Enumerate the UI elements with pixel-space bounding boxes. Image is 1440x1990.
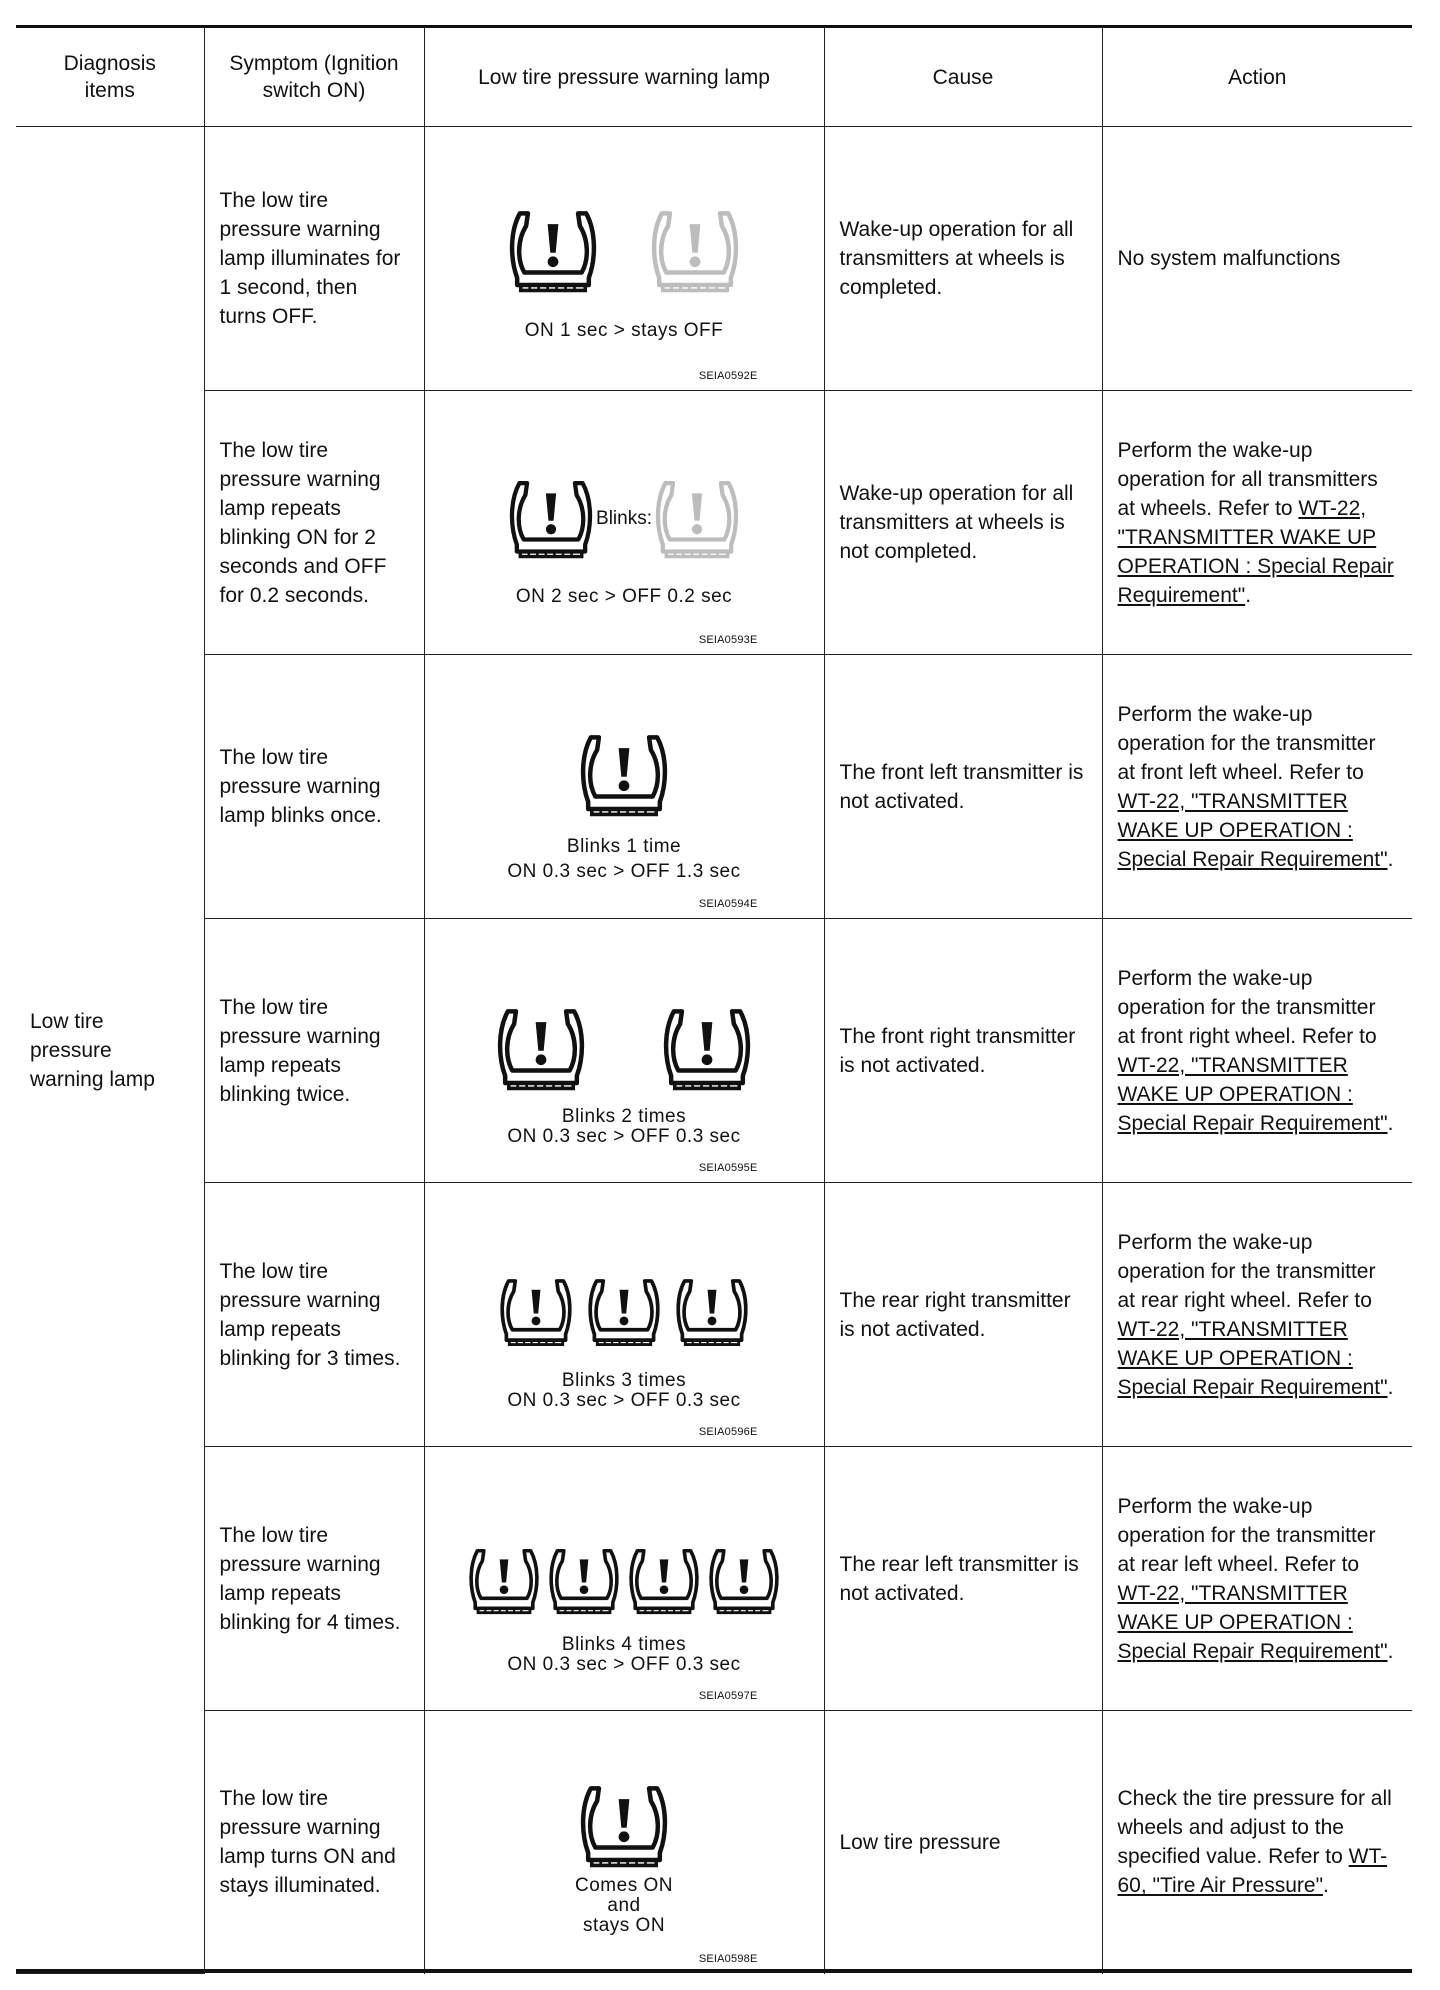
action-cell (1102, 919, 1412, 1183)
warning-lamp-on-icon (675, 1276, 749, 1348)
cause-cell: Wake-up operation for all transmitters at wheels is completed. (824, 127, 1102, 391)
symptom-cell: The low tire pressure warning lamp repeats blinking for 3 times. (204, 1183, 424, 1447)
action-reference-link[interactable]: WT-60, "Tire Air Pressure" (1117, 1845, 1388, 1898)
lamp-caption: Comes ON (575, 1875, 673, 1897)
warning-lamp-on-icon (579, 732, 669, 818)
figure-code: SEIA0596E (698, 1425, 758, 1438)
lamp-caption: Blinks 4 times (561, 1633, 687, 1655)
action-suffix: . (1387, 1639, 1394, 1663)
figure-code: SEIA0593E (698, 633, 758, 646)
table-row (16, 655, 1412, 919)
action-text: Check the tire pressure for all wheels and adjust to the specified value. Refer to (1117, 1787, 1392, 1869)
action-reference-link[interactable]: WT-22, "TRANSMITTER WAKE UP OPERATION : Special Repair Requirement" (1117, 496, 1394, 607)
cause-cell: Wake-up operation for all transmitters at wheels is not completed. (824, 391, 1102, 655)
lamp-caption: ON 2 sec > OFF 0.2 sec (515, 585, 733, 607)
action-reference-link[interactable]: WT-22, "TRANSMITTER WAKE UP OPERATION : Special Repair Requirement" (1117, 1581, 1388, 1663)
diagnosis-table (16, 28, 1412, 1974)
lamp-caption-stays: stays ON (582, 1915, 666, 1937)
warning-lamp-on-icon (499, 1276, 573, 1348)
action-text: Perform the wake-up operation for the transmitter at rear left wheel. Refer to (1117, 1494, 1376, 1576)
symptom-cell: The low tire pressure warning lamp illuminates for 1 second, then turns OFF. (204, 127, 424, 391)
figure-code: SEIA0594E (698, 897, 758, 910)
table-row (16, 1447, 1412, 1711)
action-text: Perform the wake-up operation for all transmitters at wheels. Refer to (1117, 438, 1378, 520)
action-cell (1102, 391, 1412, 655)
symptom-cell: The low tire pressure warning lamp turns ON and stays illuminated. (204, 1711, 424, 1974)
action-suffix: . (1323, 1874, 1329, 1898)
symptom-cell: The low tire pressure warning lamp repeats blinking ON for 2 seconds and OFF for 0.2 seconds. (204, 391, 424, 655)
warning-lamp-on-icon (496, 1006, 586, 1092)
action-reference-link[interactable]: WT-22, "TRANSMITTER WAKE UP OPERATION : Special Repair Requirement" (1117, 1053, 1388, 1135)
lamp-caption: Blinks 2 times (561, 1105, 687, 1127)
symptom-cell: The low tire pressure warning lamp repeats blinking for 4 times. (204, 1447, 424, 1711)
warning-lamp-on-icon (508, 208, 598, 294)
warning-lamp-on-icon (548, 1546, 620, 1616)
table-row (16, 1711, 1412, 1974)
figure-code: SEIA0598E (698, 1953, 758, 1966)
lamp-caption: Blinks 1 time (566, 835, 682, 857)
lamp-cell (424, 391, 824, 655)
header-row (16, 28, 1412, 127)
table-row (16, 919, 1412, 1183)
lamp-cell (424, 1711, 824, 1974)
lamp-caption-timing: ON 0.3 sec > OFF 1.3 sec (507, 860, 741, 882)
action-text: Perform the wake-up operation for the transmitter at front right wheel. Refer to (1117, 966, 1377, 1048)
warning-lamp-on-icon (587, 1276, 661, 1348)
warning-lamp-on-icon (628, 1546, 700, 1616)
header-lamp: Low tire pressure warning lamp (424, 28, 824, 127)
table-row (16, 391, 1412, 655)
cause-cell: The rear left transmitter is not activated. (824, 1447, 1102, 1711)
action-cell (1102, 1183, 1412, 1447)
figure-code: SEIA0597E (698, 1689, 758, 1702)
lamp-caption-and: and (607, 1895, 641, 1917)
header-action: Action (1102, 28, 1412, 127)
cause-cell: The front right transmitter is not activated. (824, 919, 1102, 1183)
figure-code: SEIA0592E (698, 369, 758, 382)
action-cell (1102, 1711, 1412, 1974)
action-cell (1102, 127, 1412, 391)
bottom-rule (16, 1969, 1412, 1973)
action-suffix: . (1387, 847, 1394, 871)
cause-cell: Low tire pressure (824, 1711, 1102, 1974)
table-row (16, 127, 1412, 391)
lamp-cell (424, 1447, 824, 1711)
lamp-caption-timing: ON 0.3 sec > OFF 0.3 sec (507, 1125, 741, 1147)
table-row (16, 1183, 1412, 1447)
cause-cell: The front left transmitter is not activated. (824, 655, 1102, 919)
cause-cell: The rear right transmitter is not activated. (824, 1183, 1102, 1447)
lamp-caption: ON 1 sec > stays OFF (524, 319, 724, 341)
lamp-cell (424, 919, 824, 1183)
action-suffix: . (1245, 583, 1252, 607)
lamp-caption-timing: ON 0.3 sec > OFF 0.3 sec (507, 1653, 741, 1675)
action-reference-link[interactable]: WT-22, "TRANSMITTER WAKE UP OPERATION : Special Repair Requirement" (1117, 789, 1388, 871)
diagnosis-item: Low tire pressure warning lamp (16, 127, 204, 1974)
lamp-cell (424, 1183, 824, 1447)
action-suffix: . (1387, 1375, 1394, 1399)
warning-lamp-on-icon (468, 1546, 540, 1616)
warning-lamp-on-icon (708, 1546, 780, 1616)
blinks-label: Blinks: (596, 507, 652, 529)
header-diagnosis-items: Diagnosis items (16, 28, 204, 127)
header-cause: Cause (824, 28, 1102, 127)
warning-lamp-off-icon (654, 478, 740, 560)
header-symptom: Symptom (Ignition switch ON) (204, 28, 424, 127)
symptom-cell: The low tire pressure warning lamp repeats blinking twice. (204, 919, 424, 1183)
warning-lamp-on-icon (662, 1006, 752, 1092)
action-cell (1102, 655, 1412, 919)
lamp-cell (424, 127, 824, 391)
action-text: Perform the wake-up operation for the transmitter at front left wheel. Refer to (1117, 702, 1376, 784)
lamp-caption: Blinks 3 times (561, 1369, 687, 1391)
action-cell (1102, 1447, 1412, 1711)
warning-lamp-off-icon (650, 208, 740, 294)
warning-lamp-on-icon (508, 478, 594, 560)
action-suffix: . (1387, 1111, 1394, 1135)
figure-code: SEIA0595E (698, 1161, 758, 1174)
action-text: Perform the wake-up operation for the transmitter at rear right wheel. Refer to (1117, 1230, 1376, 1312)
lamp-cell (424, 655, 824, 919)
action-reference-link[interactable]: WT-22, "TRANSMITTER WAKE UP OPERATION : Special Repair Requirement" (1117, 1317, 1388, 1399)
lamp-caption-timing: ON 0.3 sec > OFF 0.3 sec (507, 1389, 741, 1411)
action-text: No system malfunctions (1117, 247, 1341, 270)
symptom-cell: The low tire pressure warning lamp blinks once. (204, 655, 424, 919)
warning-lamp-on-icon (579, 1783, 669, 1869)
